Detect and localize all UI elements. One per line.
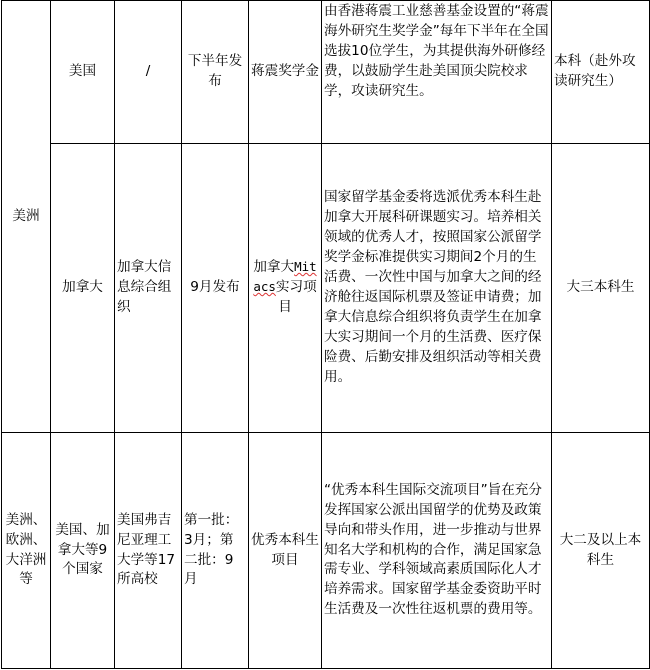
- table-row: [2, 1, 650, 144]
- program-cell: 蒋震奖学金: [249, 1, 322, 144]
- country-cell: 美国: [51, 1, 115, 144]
- description-cell: 国家留学基金委将选派优秀本科生赴加拿大开展科研课题实习。培养相关领域的优秀人才，按照国家公派留学奖学金标准提供实习期间2个月的生活费、一次性中国与加拿大之间的经济舱往返国际机票及签证申请费；加拿大信息综合组织将负责学生在加拿大实习期间一个月的生活费、医疗保险费、后勤安排及组织活动等相关费用。: [322, 144, 552, 433]
- program-prefix: 加拿大: [253, 259, 295, 276]
- region-cell: 美洲、欧洲、大洋洲等: [2, 433, 51, 669]
- time-cell: 第一批：3月；第二批：9月: [182, 433, 249, 669]
- time-cell: 9月发布: [182, 144, 249, 433]
- program-suffix: 实习项目: [275, 279, 317, 315]
- description-cell: “优秀本科生国际交流项目”旨在充分发挥国家公派出国留学的优势及政策导向和带头作用，进一步推动与世界知名大学和机构的合作，满足国家急需专业、学科领域高素质国际化人才培养需求。国家留学基金委资助平时生活费及一次性往返机票的费用等。: [322, 433, 552, 669]
- table-row: [2, 144, 650, 433]
- time-cell: 下半年发布: [182, 1, 249, 144]
- description-cell: 由香港蒋震工业慈善基金设置的“蒋震海外研究生奖学金”每年下半年在全国选拔10位学生，为其提供海外研修经费，以鼓励学生赴美国顶尖院校求学，攻读研究生。: [322, 1, 552, 144]
- org-cell: /: [115, 1, 182, 144]
- country-cell: 加拿大: [51, 144, 115, 433]
- org-cell: 加拿大信息综合组织: [115, 144, 182, 433]
- target-cell: 大二及以上本科生: [552, 433, 650, 669]
- table-row: [2, 433, 650, 669]
- region-cell: 美洲: [2, 1, 51, 433]
- program-cell: 优秀本科生项目: [249, 433, 322, 669]
- program-cell: [249, 144, 322, 433]
- program-mono: Mitacs: [253, 259, 317, 295]
- country-cell: 美国、加拿大等9个国家: [51, 433, 115, 669]
- scholarship-table: [1, 0, 650, 669]
- target-cell: 本科（赴外攻读研究生）: [552, 1, 650, 144]
- org-cell: 美国弗吉尼亚理工大学等17所高校: [115, 433, 182, 669]
- target-cell: 大三本科生: [552, 144, 650, 433]
